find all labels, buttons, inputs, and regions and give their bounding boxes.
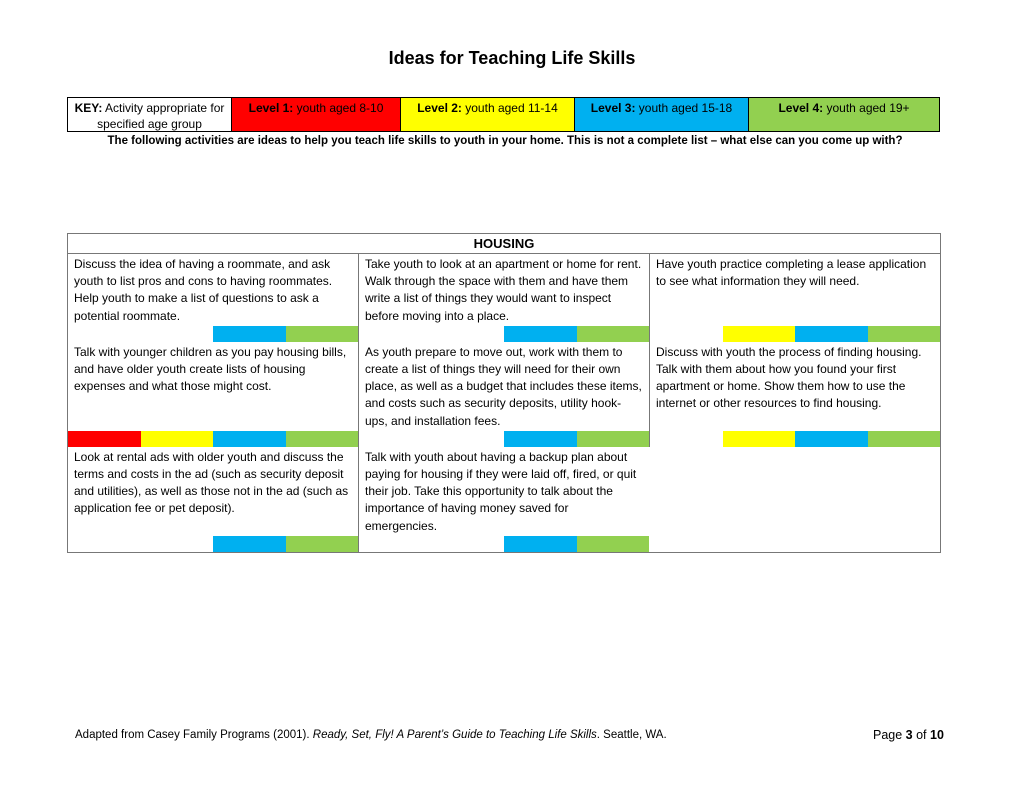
level-1-bar xyxy=(68,326,141,342)
level-3-bar xyxy=(213,326,286,342)
level-1-bar xyxy=(650,326,723,342)
key-level-1 xyxy=(232,98,401,131)
level-bars xyxy=(359,536,649,552)
key-level-3-bold: Level 3: xyxy=(590,101,636,115)
page-title: Ideas for Teaching Life Skills xyxy=(388,48,636,68)
level-4-bar xyxy=(868,326,941,342)
level-2-bar xyxy=(432,326,505,342)
housing-heading: HOUSING xyxy=(68,234,940,254)
intro-text: The following activities are ideas to help you teach life skills to youth in your home. This is not a complete list – what else can you come up with? xyxy=(107,135,903,147)
activity-text: Take youth to look at an apartment or home for rent. Walk through the space with them and have them write a list of things they would want to inspect before moving into a place. xyxy=(365,257,642,323)
activity-cell xyxy=(68,254,359,342)
source-citation xyxy=(75,729,667,741)
level-2-bar xyxy=(141,536,214,552)
activity-cell xyxy=(359,254,650,342)
activity-text: Talk with youth about having a backup plan about paying for housing if they were laid off, fired, or quit their job. Take this opportunity to talk about the importance of having money saved for emergencies. xyxy=(365,449,637,533)
level-4-bar xyxy=(286,431,359,447)
key-label-bold: KEY: xyxy=(74,101,103,115)
activity-text: As youth prepare to move out, work with them to create a list of things they will need for their own place, as well as a budget that includes these items, and costs such as security deposits, utility hook-ups, and installation fees. xyxy=(365,344,642,428)
activity-cell xyxy=(650,254,940,342)
key-label-text: Activity appropriate for specified age group xyxy=(97,101,225,131)
level-3-bar xyxy=(213,536,286,552)
level-1-bar xyxy=(359,536,432,552)
level-4-bar xyxy=(286,326,359,342)
level-3-bar xyxy=(795,431,868,447)
level-3-bar xyxy=(504,536,577,552)
level-2-bar xyxy=(141,326,214,342)
citation-text: Adapted from Casey Family Programs (2001). xyxy=(75,729,313,741)
activity-text: Have youth practice completing a lease application to see what information they will need. xyxy=(656,257,927,289)
level-bars xyxy=(68,431,358,447)
level-bars xyxy=(68,326,358,342)
level-3-bar xyxy=(795,326,868,342)
level-4-bar xyxy=(577,326,650,342)
activity-text: Discuss with youth the process of finding housing. Talk with them about how you found your first apartment or home. Show them how to use the internet or other resources to find housing. xyxy=(656,344,922,411)
level-bars xyxy=(650,326,940,342)
key-label xyxy=(68,98,232,131)
level-2-bar xyxy=(723,431,796,447)
table-row xyxy=(68,447,940,552)
key-level-2-text: youth aged 11-14 xyxy=(461,101,558,115)
key-level-2-bold: Level 2: xyxy=(417,101,462,115)
table-row xyxy=(68,342,940,447)
page-number xyxy=(873,728,944,742)
page-of: of xyxy=(912,728,930,742)
key-level-4-text: youth aged 19+ xyxy=(823,101,910,115)
activity-cell xyxy=(359,447,649,552)
key-level-1-text: youth aged 8-10 xyxy=(293,101,384,115)
housing-table xyxy=(67,233,941,553)
level-3-bar xyxy=(504,431,577,447)
age-key-table xyxy=(67,97,940,132)
level-1-bar xyxy=(68,431,141,447)
level-4-bar xyxy=(868,431,941,447)
level-4-bar xyxy=(286,536,359,552)
page-word: Page xyxy=(873,728,906,742)
level-bars xyxy=(68,536,358,552)
activity-text: Look at rental ads with older youth and discuss the terms and costs in the ad (such as security deposit and utilities), as well as those not in the ad (such as application fee or pet deposit). xyxy=(74,449,349,516)
level-4-bar xyxy=(577,431,650,447)
key-level-1-bold: Level 1: xyxy=(248,101,294,115)
level-1-bar xyxy=(650,431,723,447)
level-1-bar xyxy=(359,431,432,447)
level-bars xyxy=(359,326,649,342)
level-2-bar xyxy=(141,431,214,447)
key-level-4 xyxy=(749,98,939,131)
level-bars xyxy=(650,431,940,447)
citation-title: Ready, Set, Fly! A Parent’s Guide to Teaching Life Skills xyxy=(312,729,597,741)
key-level-3 xyxy=(575,98,749,131)
level-1-bar xyxy=(359,326,432,342)
key-level-3-text: youth aged 15-18 xyxy=(635,101,733,115)
level-2-bar xyxy=(723,326,796,342)
page-total: 10 xyxy=(930,728,944,742)
level-2-bar xyxy=(432,536,505,552)
level-3-bar xyxy=(213,431,286,447)
key-level-2 xyxy=(401,98,575,131)
citation-end: . Seattle, WA. xyxy=(596,729,667,741)
level-1-bar xyxy=(68,536,141,552)
activity-cell xyxy=(68,342,359,447)
level-bars xyxy=(359,431,649,447)
level-4-bar xyxy=(577,536,650,552)
activity-cell xyxy=(650,342,940,447)
page-current: 3 xyxy=(905,728,913,742)
activity-text: Discuss the idea of having a roommate, and ask youth to list pros and cons to having roommates. Help youth to make a list of questions to ask a potential roommate. xyxy=(74,257,333,323)
level-2-bar xyxy=(432,431,505,447)
level-3-bar xyxy=(504,326,577,342)
key-level-4-bold: Level 4: xyxy=(778,101,824,115)
activity-cell xyxy=(68,447,359,552)
table-row xyxy=(68,254,940,342)
activity-cell xyxy=(359,342,650,447)
activity-text: Talk with younger children as you pay housing bills, and have older youth create lists of housing expenses and what those might cost. xyxy=(74,344,347,394)
